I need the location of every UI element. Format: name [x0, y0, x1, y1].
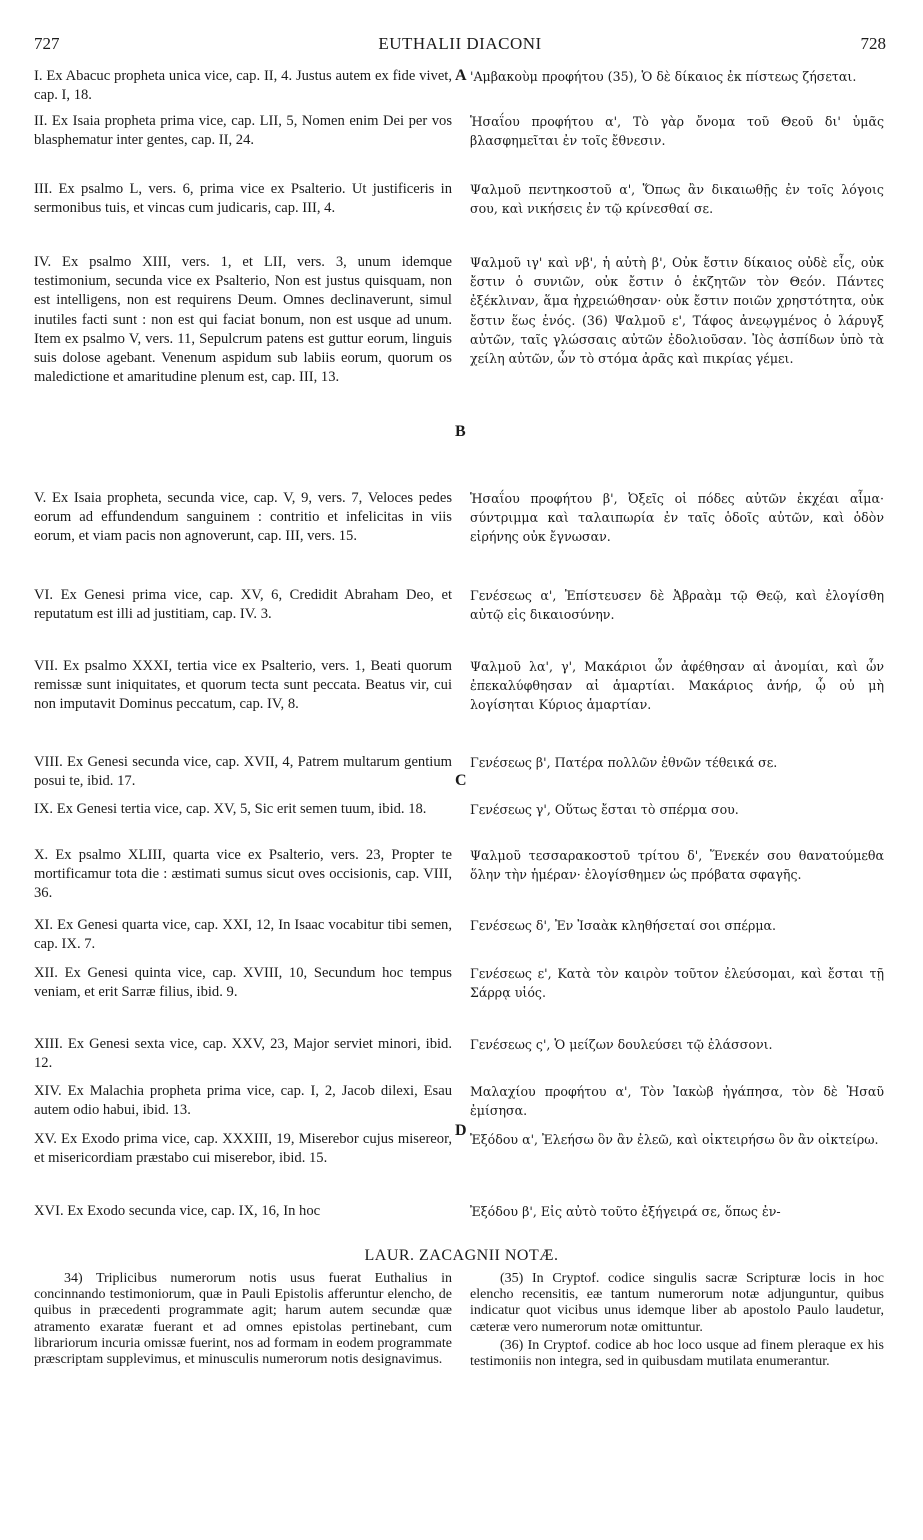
notes-right-column	[470, 1271, 884, 1370]
note-34	[34, 1271, 452, 1368]
notes-heading: LAUR. ZACAGNII NOTÆ.	[364, 1247, 559, 1264]
latin-entry-8: VIII. Ex Genesi secunda vice, cap. XVII, 4, Patrem multarum gentium posui te, ibid. 17.	[34, 754, 452, 790]
latin-entry-12: XII. Ex Genesi quinta vice, cap. XVIII, 10, Secundum hoc tempus veniam, et erit Sarræ filius, ibid. 9.	[34, 965, 452, 1001]
page-header	[34, 34, 886, 56]
latin-entry-3: III. Ex psalmo L, vers. 6, prima vice ex Psalterio. Ut justificeris in sermonibus tuis, et vincas cum judicaris, cap. III, 4.	[34, 181, 452, 217]
latin-entry-15: XV. Ex Exodo prima vice, cap. XXXIII, 19, Miserebor cujus misereor, et misericordiam præstabo cui miserebor, ibid. 15.	[34, 1131, 452, 1167]
greek-entry-9: Γενέσεως γ', Οὕτως ἔσται τὸ σπέρμα σου.	[470, 802, 739, 817]
latin-entry-11: XI. Ex Genesi quarta vice, cap. XXI, 12, In Isaac vocabitur tibi semen, cap. IX. 7.	[34, 917, 452, 953]
latin-entry-13: XIII. Ex Genesi sexta vice, cap. XXV, 23, Major serviet minori, ibid. 12.	[34, 1036, 452, 1072]
running-title: EUTHALII DIACONI	[378, 34, 542, 53]
latin-entry-10: X. Ex psalmo XLIII, quarta vice ex Psalterio, vers. 23, Propter te mortificamur tota die : æstimati sumus sicut oves occisionis, cap. VIII, 36.	[34, 847, 452, 902]
greek-entry-16: Ἐξόδου β', Εἰς αὐτὸ τοῦτο ἐξήγειρά σε, ὅπως ἐν-	[470, 1204, 781, 1219]
greek-entry-11: Γενέσεως δ', Ἐν Ἰσαὰκ κληθήσεταί σοι σπέρμα.	[470, 918, 777, 933]
latin-entry-5: V. Ex Isaia propheta, secunda vice, cap. V, 9, vers. 7, Veloces pedes eorum ad effundendum sanguinem : contritio et infelicitas in viis eorum, et viam pacis non agnoverunt, cap. III, vers. 15.	[34, 490, 452, 545]
greek-entry-5: Ἡσαΐου προφήτου β', Ὀξεῖς οἱ πόδες αὐτῶν ἐκχέαι αἷμα· σύντριμμα καὶ ταλαιπωρία ἐν ταῖς ὁδοῖς αὐτῶν, καὶ ὁδὸν εἰρήνης οὐκ ἔγνωσαν.	[470, 491, 884, 545]
greek-entry-12: Γενέσεως ε', Κατὰ τὸν καιρὸν τοῦτον ἐλεύσομαι, καὶ ἔσται τῇ Σάρρᾳ υἱός.	[470, 966, 884, 1001]
greek-entry-6: Γενέσεως α', Ἐπίστευσεν δὲ Ἀβραὰμ τῷ Θεῷ, καὶ ἐλογίσθη αὐτῷ εἰς δικαιοσύνην.	[470, 588, 884, 623]
latin-entry-7: VII. Ex psalmo XXXI, tertia vice ex Psalterio, vers. 1, Beati quorum remissæ sunt iniquitates, et quorum tecta sunt peccata. Beatus vir, cui non imputavit Dominus peccatum, cap. IV, 8.	[34, 658, 452, 713]
greek-entry-15: Ἐξόδου α', Ἐλεήσω ὃν ἂν ἐλεῶ, καὶ οἰκτειρήσω ὃν ἂν οἰκτείρω.	[470, 1132, 879, 1147]
margin-marker-b: B	[455, 423, 466, 440]
page-number-right: 728	[860, 34, 886, 53]
latin-entry-16: XVI. Ex Exodo secunda vice, cap. IX, 16, In hoc	[34, 1203, 321, 1219]
latin-entry-9: IX. Ex Genesi tertia vice, cap. XV, 5, Sic erit semen tuum, ibid. 18.	[34, 801, 427, 817]
latin-entry-2: II. Ex Isaia propheta prima vice, cap. LII, 5, Nomen enim Dei per vos blasphematur inter gentes, cap. II, 24.	[34, 113, 452, 149]
note-35-text: (35) In Cryptof. codice singulis sacræ Scripturæ locis in hoc elencho recensitis, eæ tantum numerorum notæ adjunguntur, quibus indicatur quot vicibus unus idemque liber ab apostolo Paulo laudetur, cæteræ vero numerorum notæ omittuntur.	[470, 1271, 884, 1335]
greek-entry-14: Μαλαχίου προφήτου α', Τὸν Ἰακὼβ ἠγάπησα, τὸν δὲ Ἠσαῦ ἐμίσησα.	[470, 1084, 884, 1119]
page-number-left: 727	[34, 34, 60, 53]
note-36-text: (36) In Cryptof. codice ab hoc loco usque ad finem pleraque ex his testimoniis non integra, sed in quibusdam mutilata enumerantur.	[470, 1337, 884, 1370]
greek-entry-13: Γενέσεως ς', Ὁ μείζων δουλεύσει τῷ ἐλάσσονι.	[470, 1037, 773, 1052]
margin-marker-d: D	[455, 1122, 467, 1139]
greek-entry-3: Ψαλμοῦ πεντηκοστοῦ α', Ὅπως ἂν δικαιωθῇς ἐν τοῖς λόγοις σου, καὶ νικήσεις ἐν τῷ κρίνεσθαί σε.	[470, 182, 884, 217]
greek-entry-7: Ψαλμοῦ λα', γ', Μακάριοι ὧν ἀφέθησαν αἱ ἀνομίαι, καὶ ὧν ἐπεκαλύφθησαν αἱ ἁμαρτίαι. Μακάριος ἀνήρ, ᾧ οὐ μὴ λογίσηται Κύριος ἁμαρτίαν.	[470, 659, 884, 713]
note-34-text: 34) Triplicibus numerorum notis usus fuerat Euthalius in concinnando testimoniorum, quæ in Pauli Epistolis afferuntur elencho, de quibus in præcedenti programmate agit; harum autem secundæ quæ atramento exaratæ fuerant et ad omnes epistolas pertinebant, cum librariorum incuria omissæ fuerint, nos ad formam in eodem programmate præscriptam supplevimus, et minusculis numerorum notis designavimus.	[34, 1271, 452, 1368]
greek-entry-4: Ψαλμοῦ ιγ' καὶ νβ', ἡ αὐτὴ β', Οὐκ ἔστιν δίκαιος οὐδὲ εἷς, οὐκ ἔστιν ὁ συνιῶν, οὐκ ἔστιν ὁ ἐκζητῶν τὸν Θεόν. Πάντες ἐξέκλιναν, ἅμα ἠχρειώθησαν· οὐκ ἔστιν ποιῶν χρηστότητα, οὐκ ἔστιν ἕως ἑνός. (36) Ψαλμοῦ ε', Τάφος ἀνεῳγμένος ὁ λάρυγξ αὐτῶν, ταῖς γλώσσαις αὐτῶν ἐδολιοῦσαν. Ἰὸς ἀσπίδων ὑπὸ τὰ χείλη αὐτῶν, ὧν τὸ στόμα ἀρᾶς καὶ πικρίας γέμει.	[470, 255, 884, 367]
latin-entry-4: IV. Ex psalmo XIII, vers. 1, et LII, vers. 3, unum idemque testimonium, secunda vice ex Psalterio, Non est justus quisquam, non est intelligens, non est requirens Deum. Omnes declinaverunt, simul inutiles facti sunt : non est qui faciat bonum, non est usque ad unum. Item ex psalmo V, vers. 11, Sepulcrum patens est guttur eorum, linguis suis dolose agebant. Venenum aspidum sub labiis eorum, quorum os maledictione et amaritudine plenum est, cap. III, 13.	[34, 254, 452, 386]
greek-entry-8: Γενέσεως β', Πατέρα πολλῶν ἐθνῶν τέθεικά σε.	[470, 755, 778, 770]
latin-entry-1: I. Ex Abacuc propheta unica vice, cap. II, 4. Justus autem ex fide vivet, cap. I, 18.	[34, 68, 452, 104]
greek-entry-1: 'Αμβακοὺμ προφήτου (35), Ὁ δὲ δίκαιος ἐκ πίστεως ζήσεται.	[470, 69, 857, 84]
greek-entry-10: Ψαλμοῦ τεσσαρακοστοῦ τρίτου δ', Ἕνεκέν σου θανατούμεθα ὅλην τὴν ἡμέραν· ἐλογίσθημεν ὡς πρόβατα σφαγῆς.	[470, 848, 884, 883]
latin-entry-14: XIV. Ex Malachia propheta prima vice, cap. I, 2, Jacob dilexi, Esau autem odio habui, ibid. 13.	[34, 1083, 452, 1119]
latin-entry-6: VI. Ex Genesi prima vice, cap. XV, 6, Credidit Abraham Deo, et reputatum est illi ad justitiam, cap. IV. 3.	[34, 587, 452, 623]
greek-entry-2: Ἡσαΐου προφήτου α', Τὸ γὰρ ὄνομα τοῦ Θεοῦ δι' ὑμᾶς βλασφημεῖται ἐν τοῖς ἔθνεσιν.	[470, 114, 884, 149]
margin-marker-c: C	[455, 772, 467, 789]
margin-marker-a: A	[455, 67, 467, 84]
